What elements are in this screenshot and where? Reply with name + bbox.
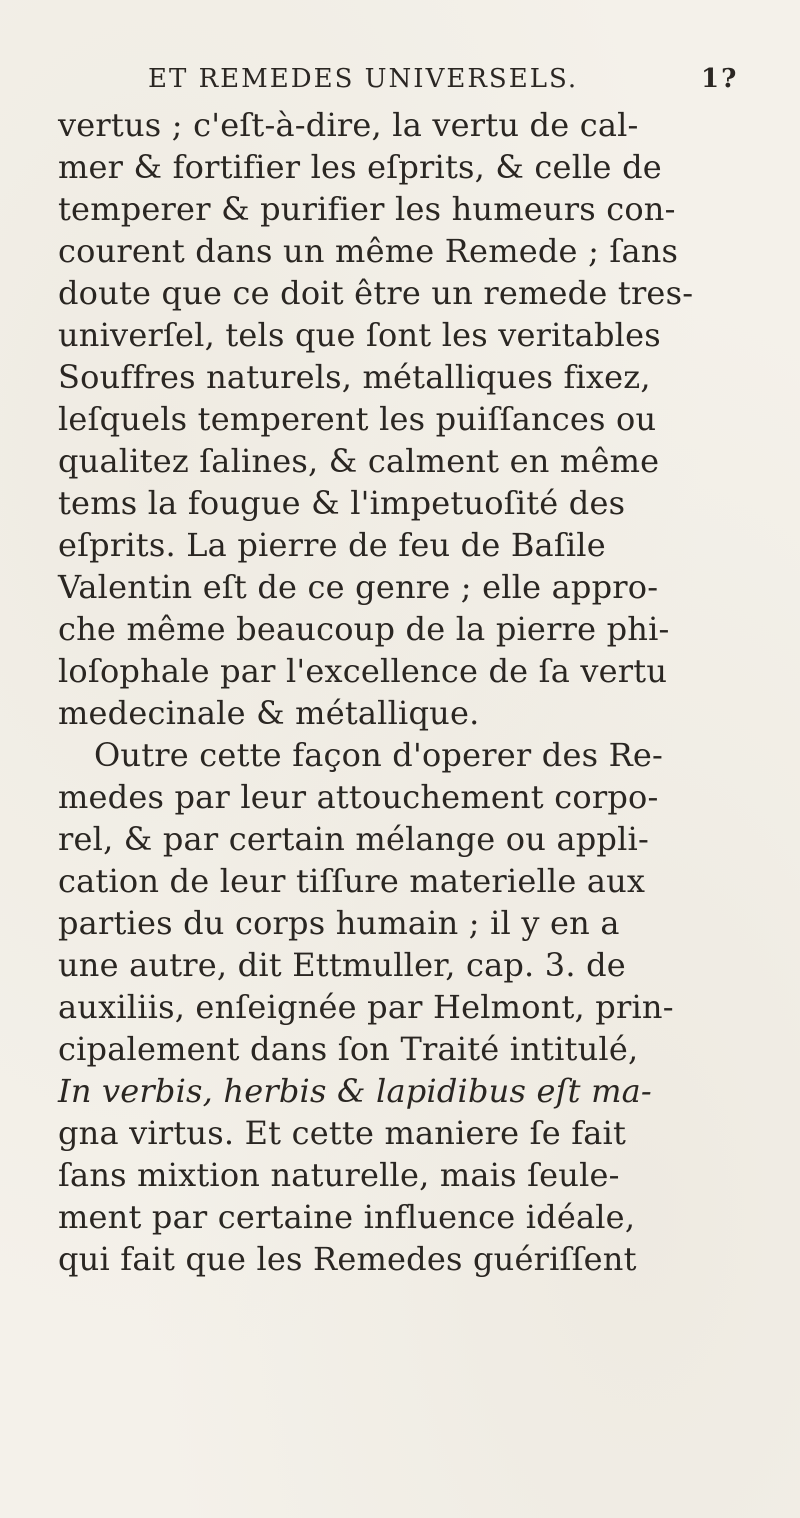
text-line: cipalement dans ſon Traité intitulé, — [58, 1030, 639, 1068]
text-line: medecinale & métallique. — [58, 694, 480, 732]
text-line: qualitez ſalines, & calment en même — [58, 442, 660, 480]
text-line: gna virtus. Et cette maniere ſe fait — [58, 1114, 627, 1152]
page-header — [148, 64, 748, 104]
text-line: cation de leur tiſſure materielle aux — [58, 862, 646, 900]
paragraph-start-line: Outre cette façon d'operer des Re- — [94, 736, 664, 774]
running-title: ET REMEDES UNIVERSELS. — [148, 64, 579, 94]
body-text — [58, 104, 768, 1280]
text-line: rel, & par certain mélange ou appli- — [58, 820, 649, 858]
text-line: vertus ; c'eſt-à-dire, la vertu de cal- — [58, 106, 639, 144]
text-line: univerſel, tels que ſont les veritables — [58, 316, 661, 354]
text-line: parties du corps humain ; il y en a — [58, 904, 620, 942]
text-line: ſans mixtion naturelle, mais ſeule- — [58, 1156, 620, 1194]
text-line: une autre, dit Ettmuller, cap. 3. de — [58, 946, 626, 984]
text-line: tems la fougue & l'impetuoſité des — [58, 484, 626, 522]
text-line: mer & fortifier les eſprits, & celle de — [58, 148, 662, 186]
text-line: courent dans un même Remede ; ſans — [58, 232, 679, 270]
text-line: Valentin eſt de ce genre ; elle appro- — [58, 568, 659, 606]
text-line: ment par certaine influence idéale, — [58, 1198, 636, 1236]
text-line: qui fait que les Remedes guériſſent — [58, 1240, 637, 1278]
text-line: leſquels temperent les puiſſances ou — [58, 400, 657, 438]
text-line: doute que ce doit être un remede tres- — [58, 274, 694, 312]
page-number: 1? — [701, 64, 739, 94]
text-line: medes par leur attouchement corpo- — [58, 778, 659, 816]
text-line: eſprits. La pierre de feu de Baſile — [58, 526, 606, 564]
text-line: che même beaucoup de la pierre phi- — [58, 610, 670, 648]
text-line: loſophale par l'excellence de ſa vertu — [58, 652, 668, 690]
text-line: temperer & purifier les humeurs con- — [58, 190, 676, 228]
text-line: auxiliis, enſeignée par Helmont, prin- — [58, 988, 674, 1026]
text-line: Souffres naturels, métalliques fixez, — [58, 358, 651, 396]
italic-title-line: In verbis, herbis & lapidibus eſt ma- — [58, 1072, 652, 1110]
